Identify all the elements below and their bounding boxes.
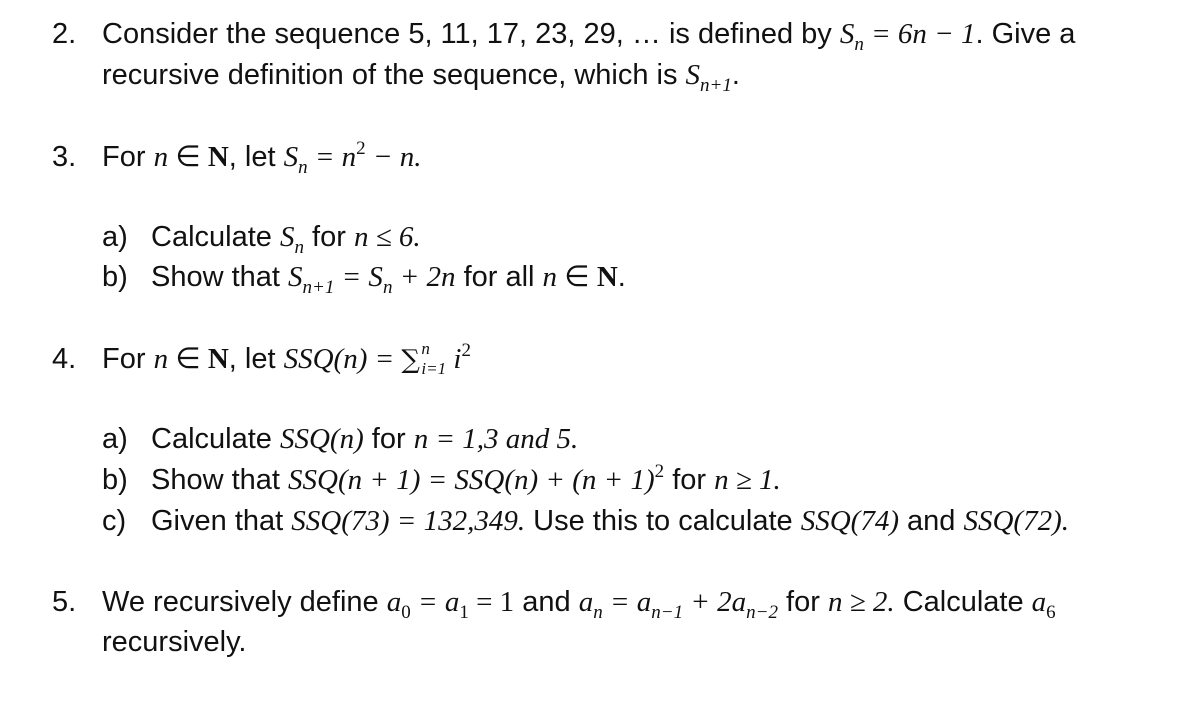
math-formula: SSQ(n + 1) = SSQ(n) + (n + 1) xyxy=(288,464,655,496)
math-subscript: n−1 xyxy=(651,602,684,623)
problem-4a-text xyxy=(151,421,578,457)
problem-2-text: Consider the sequence 5, 11, 17, 23, 29, … is defined by xyxy=(102,18,840,50)
problem-4c-text xyxy=(151,503,1069,539)
math-subscript: n xyxy=(294,237,304,258)
math-subscript: 6 xyxy=(1046,602,1056,623)
item-text: Calculate xyxy=(151,423,280,455)
math-element-of: ∈ xyxy=(168,343,208,375)
sum-upper-limit: n xyxy=(421,339,430,358)
problem-3b-label: b) xyxy=(102,261,128,293)
math-superscript: 2 xyxy=(461,340,471,361)
problem-3-stem xyxy=(102,138,422,178)
math-natural-numbers: N xyxy=(207,343,229,375)
item-text: . xyxy=(617,261,626,293)
problem-2-line-1 xyxy=(102,16,1076,55)
problem-3a-text xyxy=(151,219,421,258)
math-formula: n ≥ 2. xyxy=(827,586,895,618)
math-formula: = S xyxy=(334,261,383,293)
item-text: for xyxy=(778,586,828,618)
math-formula: n ≥ 1. xyxy=(714,464,781,496)
math-formula: + 2n xyxy=(392,261,456,293)
math-formula: − n. xyxy=(365,141,422,173)
problem-2-text-end: . Give a xyxy=(975,18,1076,50)
problem-3a-label: a) xyxy=(102,221,128,253)
problem-4b-label: b) xyxy=(102,464,128,496)
math-formula: = a xyxy=(602,586,652,618)
item-text: for xyxy=(664,464,715,496)
sum-lower-limit: i=1 xyxy=(421,359,447,378)
math-i: i xyxy=(453,343,462,375)
math-s: S xyxy=(288,261,303,293)
item-text: for all xyxy=(455,261,543,293)
item-text: Use this to calculate xyxy=(525,505,801,537)
math-formula: = 6n − 1 xyxy=(863,18,976,50)
problem-4c-label: c) xyxy=(102,505,127,537)
math-subscript: n+1 xyxy=(302,277,335,298)
math-formula: + 2a xyxy=(683,586,747,618)
stem-text: , let xyxy=(228,141,284,173)
problem-2-text: recursive definition of the sequence, which is xyxy=(102,59,686,91)
math-subscript: 1 xyxy=(459,602,469,623)
math-subscript: n xyxy=(298,157,308,178)
problem-2-line-2 xyxy=(102,57,740,96)
item-text: for xyxy=(303,221,354,253)
stem-text: , let xyxy=(228,343,284,375)
math-n: n xyxy=(153,343,169,375)
math-s: S xyxy=(685,59,701,91)
math-superscript: 2 xyxy=(356,138,366,159)
math-element-of: ∈ xyxy=(557,261,597,293)
math-natural-numbers: N xyxy=(596,261,618,293)
math-s: S xyxy=(839,18,855,50)
math-element-of: ∈ xyxy=(168,141,208,173)
math-a: a xyxy=(386,586,402,618)
math-a: a xyxy=(578,586,594,618)
math-s: S xyxy=(283,141,299,173)
math-s: S xyxy=(279,221,295,253)
math-n: n xyxy=(153,141,169,173)
item-text: We recursively define xyxy=(102,586,387,618)
item-text: and xyxy=(514,586,579,618)
problem-5-line-2: recursively. xyxy=(102,626,247,658)
math-subscript: n+1 xyxy=(700,75,732,96)
item-text: Given that xyxy=(151,505,292,537)
problem-3-number: 3. xyxy=(52,141,77,173)
math-subscript: 0 xyxy=(401,602,411,623)
math-formula: SSQ(72). xyxy=(963,505,1069,537)
math-subscript: n xyxy=(854,34,864,55)
math-formula: = n xyxy=(307,141,357,173)
problem-2-number: 2. xyxy=(52,18,77,50)
math-superscript: 2 xyxy=(654,461,665,482)
math-n: n xyxy=(542,261,558,293)
problem-4b-text xyxy=(151,462,781,498)
math-formula: SSQ(n) xyxy=(279,423,364,455)
item-text: Calculate xyxy=(894,586,1032,618)
math-formula: n ≤ 6. xyxy=(353,221,421,253)
item-text: for xyxy=(363,423,414,455)
math-formula: SSQ(73) = 132,349. xyxy=(291,505,526,537)
math-formula: SSQ(74) xyxy=(800,505,899,537)
problem-4-stem xyxy=(102,341,471,378)
math-subscript: n xyxy=(382,277,393,298)
math-formula: SSQ(n) = xyxy=(283,343,402,375)
stem-text: For xyxy=(102,141,154,173)
math-subscript: n−2 xyxy=(746,602,778,623)
math-formula: = a xyxy=(410,586,460,618)
item-text: and xyxy=(898,505,964,537)
stem-text: For xyxy=(102,343,154,375)
problem-3b-text xyxy=(151,259,626,298)
math-formula: n = 1,3 and 5. xyxy=(413,423,579,455)
summation xyxy=(401,341,453,378)
item-text: Calculate xyxy=(151,221,280,253)
math-natural-numbers: N xyxy=(207,141,229,173)
math-subscript: n xyxy=(593,602,603,623)
problem-5-number: 5. xyxy=(52,586,77,618)
problem-4-number: 4. xyxy=(52,343,77,375)
problem-5-line-1 xyxy=(102,584,1056,623)
item-text: Show that xyxy=(151,261,289,293)
math-formula: = 1 xyxy=(468,586,515,618)
item-text: Show that xyxy=(151,464,289,496)
problem-4a-label: a) xyxy=(102,423,128,455)
problem-2-text-end: . xyxy=(731,59,740,91)
sigma-symbol: ∑ xyxy=(401,345,420,375)
math-a: a xyxy=(1031,586,1047,618)
